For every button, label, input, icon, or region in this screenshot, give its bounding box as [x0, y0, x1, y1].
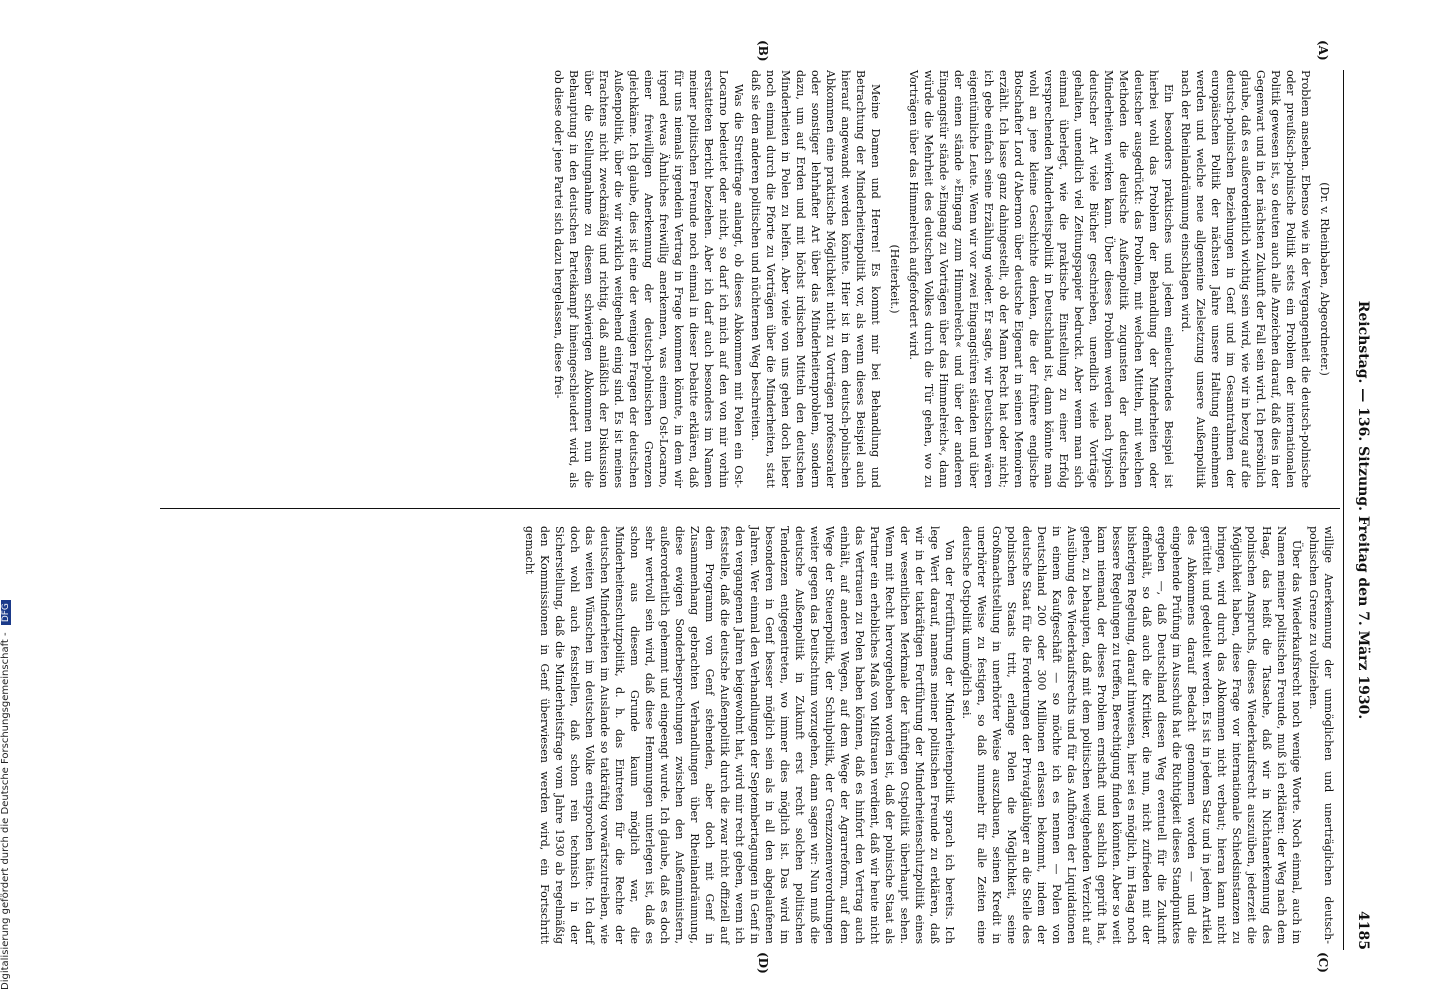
margin-marker-c: (C): [1316, 952, 1330, 973]
margin-marker-b: (B): [756, 40, 770, 62]
speaker-line: (Dr. v. Rheinbaben, Abgeordneter.): [1318, 182, 1331, 376]
paragraph: Von der Fortführung der Minderheitenpolitik sprach ich bereits. Ich lege Wert darauf, namens meiner politischen Freunde zu erklären, daß wir in der tatkräftigen Fortführung der Minderheitenschutzpolitik eines der wesentlichen Merkmale der künftigen Ostpolitik überhaupt sehen. Wenn mit Recht hervorgehoben worden ist, daß der polnische Staat als Partner ein erhebliches Maß von Mißtrauen verdient, daß wir heute nicht das Vertrauen zu Polen haben können, daß es hinfort den Vertrag auch einhält, auf anderen Wegen, auf dem Wege der Agrarreform, auf dem Wege der Steuerpolitik, der Schulpolitik, der Grenzzonenverordnungen weiter gegen das Deutschtum vorzugehen, dann sagen wir: Nun muß die deutsche Außenpolitik in Zukunft erst recht solchen politischen Tendenzen entgegentreten, wo immer dies möglich ist. Das wird im besonderen in Genf besser möglich sein als in all den abgelaufenen Jahren. Wer einmal den Verhandlungen der Septembertagungen in Genf in den vergangenen Jahren beigewohnt hat, wird mir recht geben, wenn ich feststelle, daß die deutsche Außenpolitik durch die zwar nicht offiziell auf dem Programm von Genf stehenden, aber doch mit Genf in Zusammenhang gebrachten Verhandlungen über Rheinlandräumung, diese ewigen Sonderbesprechungen zwischen den Außenministern, außerordentlich gehemmt und eingeengt wurde. Ich glaube, daß es doch sehr wertvoll sein wird, daß diese Hemmungen unterlegen ist, daß es schon aus diesem Grunde kaum möglich war, die Minderheitenschutzpolitik, d. h. das Eintreten für die Rechte der deutschen Minderheiten im Auslande so tatkräftig vorwärtszutreiben, wie das weiten Wünschen im deutschen Volke entsprochen hätte. Ich darf doch wohl auch feststellen, daß schon rein technisch in der Sicherstellung, daß die Minderheitsfrage vom Jahre 1930 ab regelmäßig den Kommissionen in Genf überwiesen werden wird, ein Fortschritt gemacht: [523, 526, 956, 944]
left-column: [549, 70, 1336, 488]
digitization-note: [0, 0, 14, 990]
dfg-logo: DFG: [1, 600, 11, 625]
paragraph: Meine Damen und Herren! Es kommt mir bei Behandlung und Betrachtung der Minderheitenpolitik vor, als wenn dieses Beispiel auch hierauf angewandt werden könnte. Hier ist in dem deutsch-polnischen Abkommen eine praktische Möglichkeit nicht zu Vorträgen professoraler oder sonstiger lehrhafter Art über das Minderheitenproblem, sondern dazu, um auf Erden und mit höchst irdischen Mitteln den deutschen Minderheiten in Polen zu helfen. Aber viele von uns gehen doch lieber noch einmal durch die Pforte zu Vorträgen über die Minderheiten, statt daß sie den anderen politischen und nüchternen Weg beschreiten.: [749, 70, 882, 488]
document-page: [120, 40, 1371, 974]
header-rule: [1343, 70, 1344, 950]
margin-marker-a: (A): [1316, 40, 1330, 61]
page-header: [1346, 70, 1370, 950]
paragraph: Problem ansehen. Ebenso wie in der Vergangenheit die deutsch-polnische oder preußisch-polnische Politik stets ein Problem der internationalen Politik gewesen ist, so deuten auch alle Anzeichen darauf, daß dies in der Gegenwart und in der nächsten Zukunft der Fall sein wird. Ich persönlich glaube, daß es außerordentlich wichtig sein wird, wie wir in bezug auf die deutsch-polnischen Beziehungen in Genf und im Gesamtrahmen der europäischen Politik der nächsten Jahre unsere Haltung einnehmen werden und welche neue allgemeine Zielsetzung unsere Außenpolitik nach der Rheinlandräumung einschlagen wird.: [1179, 70, 1312, 488]
digitization-text: Digitalisierung gefördert durch die Deutsche Forschungsgemeinschaft -: [0, 632, 11, 990]
page-title: Reichstag. — 136. Sitzung. Freitag den 7. März 1930.: [1355, 300, 1371, 720]
paragraph: Über das Wiederkaufsrecht noch wenige Worte. Noch einmal, auch im Namen meiner politischen Freunde, muß ich erklären: der Weg nach dem Haag, das heißt die Tatsache, daß wir in Nichtanerkennung des polnischen Anspruchs, dieses Wiederkaufsrecht auszuüben, jederzeit die Möglichkeit haben, diese Frage vor internationale Schiedsinstanzen zu bringen, wird durch das Abkommen nicht verbaut; hieran kann nicht gerüttelt und gedeutelt werden. Es ist in jedem Satz und in jedem Artikel des Abkommens darauf Bedacht genommen worden — und die eingehende Prüfung im Ausschuß hat die Richtigkeit dieses Standpunktes ergeben —, daß Deutschland diesen Weg eventuell für die Zukunft offenhält, so daß auch die Kritiker, die nun, nicht zufrieden mit der bisherigen Regelung, darauf hinweisen, hier sei es möglich, im Haag noch bessere Regelungen zu treffen, Berechtigung finden könnten. Aber so weit kann niemand, der dieses Problem ernsthaft und sachlich geprüft hat, gehen, zu behaupten, daß mit dem politischen weitgehenden Verzicht auf Ausübung des Wiederkaufsrechts und für das Aufhören der Liquidationen in einem Kaufgeschäft — so möchte ich es nennen — Polen von Deutschland 200 oder 300 Millionen erlassen bekommt, indem der deutsche Staat für die Forderungen der Privatgläubiger an die Stelle des polnischen Staats tritt, erlange Polen die Möglichkeit, seine Großmachtstellung in unerhörter Weise auszubauen, seinen Kredit in unerhörter Weise zu festigen, so daß nunmehr für alle Zeiten eine deutsche Ostpolitik unmöglich sei.: [960, 526, 1303, 944]
page-number: 4185: [1355, 911, 1371, 950]
paragraph: Ein besonders praktisches und jedem einleuchtendes Beispiel ist hierbei wohl das Problem der Behandlung der Minderheiten oder deutscher ausgedrückt: das Problem, mit welchen Mitteln, mit welchen Methoden die deutsche Außenpolitik zugunsten der deutschen Minderheiten wirken kann. Über dieses Problem werden nach typisch deutscher Art viele Bücher geschrieben, unendlich viele Vorträge gehalten, unendlich viel Zeitungspapier bedruckt. Aber wenn man sich einmal überlegt, wie die praktische Einstellung zu einer Erfolg versprechenden Minderheitspolitik in Deutschland ist, dann könnte man wohl an jene kleine Geschichte denken, die der frühere englische Botschafter Lord d'Abernon über deutsche Eigenart in seinen Memoiren erzählt. Ich lasse ganz dahingestellt, ob der Mann Recht hat oder nicht; ich gebe einfach seine Erzählung wieder. Er sagte, wir Deutschen wären eigentümliche Leute. Wenn wir vor zwei Eingangstüren ständen und über der einen stände »Eingang zum Himmelreich« und über der anderen Eingangstür stände »Eingang zu Vorträgen über das Himmelreich«, dann würde die Mehrheit des deutschen Volkes durch die Tür gehen, wo zu Vorträgen über das Himmelreich aufgefordert wird.: [907, 70, 1175, 488]
interjection: (Heiterkeit.): [888, 244, 901, 314]
column-rule: [160, 508, 1340, 509]
paragraph: willige Anerkennung der unmöglichen und unerträglichen deutsch-polnischen Grenze zu vollziehen.: [1307, 526, 1335, 944]
paragraph: Was die Streitfrage anlangt, ob dieses Abkommen mit Polen ein Ost-Locarno bedeutet oder nicht, so darf ich mich auf den von mir vorhin erstatteten Bericht beziehen. Aber ich darf auch besonders im Namen meiner politischen Freunde noch einmal in dieser Debatte erklären, daß für uns niemals irgendein Vertrag in Frage kommen könnte, in dem wir irgend etwas Ähnliches freiwillig anerkennen, was einem Ost-Locarno, einer freiwilligen Anerkennung der deutsch-polnischen Grenzen gleichkäme. Ich glaube, dies ist eine der wenigen Fragen der deutschen Außenpolitik, über die wir wirklich weitgehend einig sind. Es ist meines Erachtens nicht zweckmäßig und richtig, daß anläßlich der Diskussion über die Stellungnahme zu diesem schwierigen Abkommen nun die Behauptung in den deutschen Parteikampf hineingeschleudert wird, als ob diese oder jene Partei sich dazu hergelassen, diese frei-: [552, 70, 745, 488]
margin-marker-d: (D): [756, 952, 770, 974]
right-column: [520, 526, 1336, 944]
